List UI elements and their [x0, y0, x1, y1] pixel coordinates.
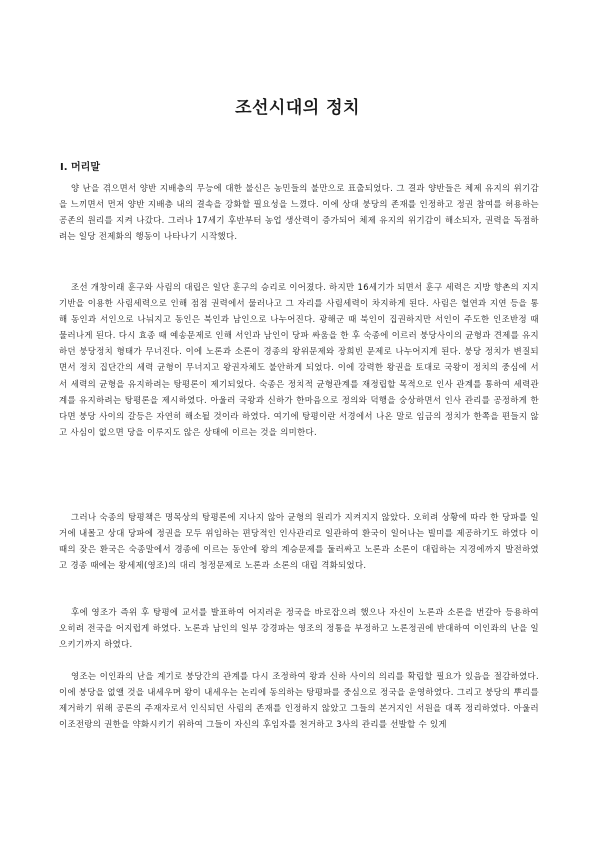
paragraph-4: 후에 영조가 즉위 후 탕평에 교서를 발표하여 어지러운 정국을 바로잡으려 했으나 자신이 노론과 소론을 번갈아 등용하여 오히려 전국을 어지럽게 하였다. 노론과 남인의 일부 강경파는 영조의 정통을 부정하고 노론정권에 반대하여 이인좌의 난을 일으키기까지 하였다. — [59, 607, 539, 650]
paragraph-1: 양 난을 겪으면서 양반 지배층의 무능에 대한 불신은 농민들의 불만으로 표출되었다. 그 결과 양반들은 체제 유지의 위기감을 느끼면서 먼저 양반 지배층 내의 결속을 강화할 필요성을 느꼈다. 이에 상대 붕당의 존재를 인정하고 정권 참여를 허용하는 공존의 원리를 지켜 나갔다. 그러나 17세기 후반부터 농업 생산력이 증가되어 체제 유지의 위기감이 해소되자, 권력을 독점하려는 일당 전제화의 행동이 나타나기 시작했다. — [59, 183, 539, 242]
section-heading: Ⅰ. 머리말 — [60, 162, 100, 173]
paragraph-5: 영조는 이인좌의 난을 계기로 붕당간의 관계를 다시 조정하여 왕과 신하 사이의 의리를 확립할 필요가 있음을 절감하였다. 이에 붕당을 없앨 것을 내세우며 왕이 내세우는 논리에 동의하는 탕평파를 중심으로 정국을 운영하였다. 그리고 붕당의 뿌리를 제거하기 위해 공론의 주재자로서 인식되던 사림의 존재를 인정하지 않았고 그들의 본거지인 서원을 대폭 정리하였다. 아울러 이조전랑의 권한을 약화시키기 위하여 그들이 자신의 후임자를 천거하고 3사의 관리를 선발할 수 있게 — [59, 671, 539, 730]
paragraph-3: 그러나 숙종의 탕평책은 명목상의 탕평론에 지나지 않아 균형의 원리가 지켜지지 않았다. 오히려 상황에 따라 한 당파를 일거에 내몰고 상대 당파에 정권을 모두 위임하는 편당적인 인사관리로 일관하여 환국이 일어나는 빌미를 제공하기도 하였다 이때의 잦은 환국은 숙종말에서 경종에 이르는 동안에 왕의 계승문제를 둘러싸고 노론과 소론이 대립하는 지경에까지 발전하였고 경종 때에는 왕세제(영조)의 대리 청정문제로 노론과 소론의 대립 격화되었다. — [59, 512, 539, 571]
document-title: 조선시대의 정치 — [235, 98, 360, 118]
paragraph-2: 조선 개창이래 훈구와 사림의 대립은 일단 훈구의 승리로 이어졌다. 하지만 16세기가 되면서 훈구 세력은 지방 향촌의 지지기반을 이용한 사림세력으로 인해 점점 권력에서 물러나고 그 자리를 사림세력이 차지하게 된다. 사림은 혈연과 지연 등을 통해 동인과 서인으로 나눠지고 동인은 북인과 남인으로 나누어진다. 광해군 때 북인이 집권하지만 서인이 주도한 인조반정 때 물러나게 된다. 다시 효종 때 예송문제로 인해 서인과 남인이 당파 싸움을 한 후 숙종에 이르러 붕당사이의 균형과 견제를 유지하던 붕당정치 형태가 무너진다. 이에 노론과 소론이 경종의 왕위문제와 장희빈 문제로 나누어지게 된다. 붕당 정치가 변질되면서 정치 집단간의 세력 균형이 무너지고 왕권자체도 불안하게 되었다. 이에 강력한 왕권을 토대로 국왕이 정치의 중심에 서서 세력의 균형을 유지하려는 탕평론이 제기되었다. 숙종은 정치적 균형관계를 재정립할 목적으로 인사 관계를 통하여 세력관계를 유지하려는 탕평론을 제시하였다. 아울러 국왕과 신하가 한마음으로 정의와 덕행을 숭상하면서 인사 관리를 공정하게 한다면 붕당 사이의 갈등은 자연히 해소될 것이라 하였다. 여기에 탕평이란 서경에서 나온 말로 임금의 정치가 한쪽을 편들지 않고 사심이 없으면 당을 이루지도 않은 상태에 이르는 것을 의미한다. — [59, 282, 539, 437]
